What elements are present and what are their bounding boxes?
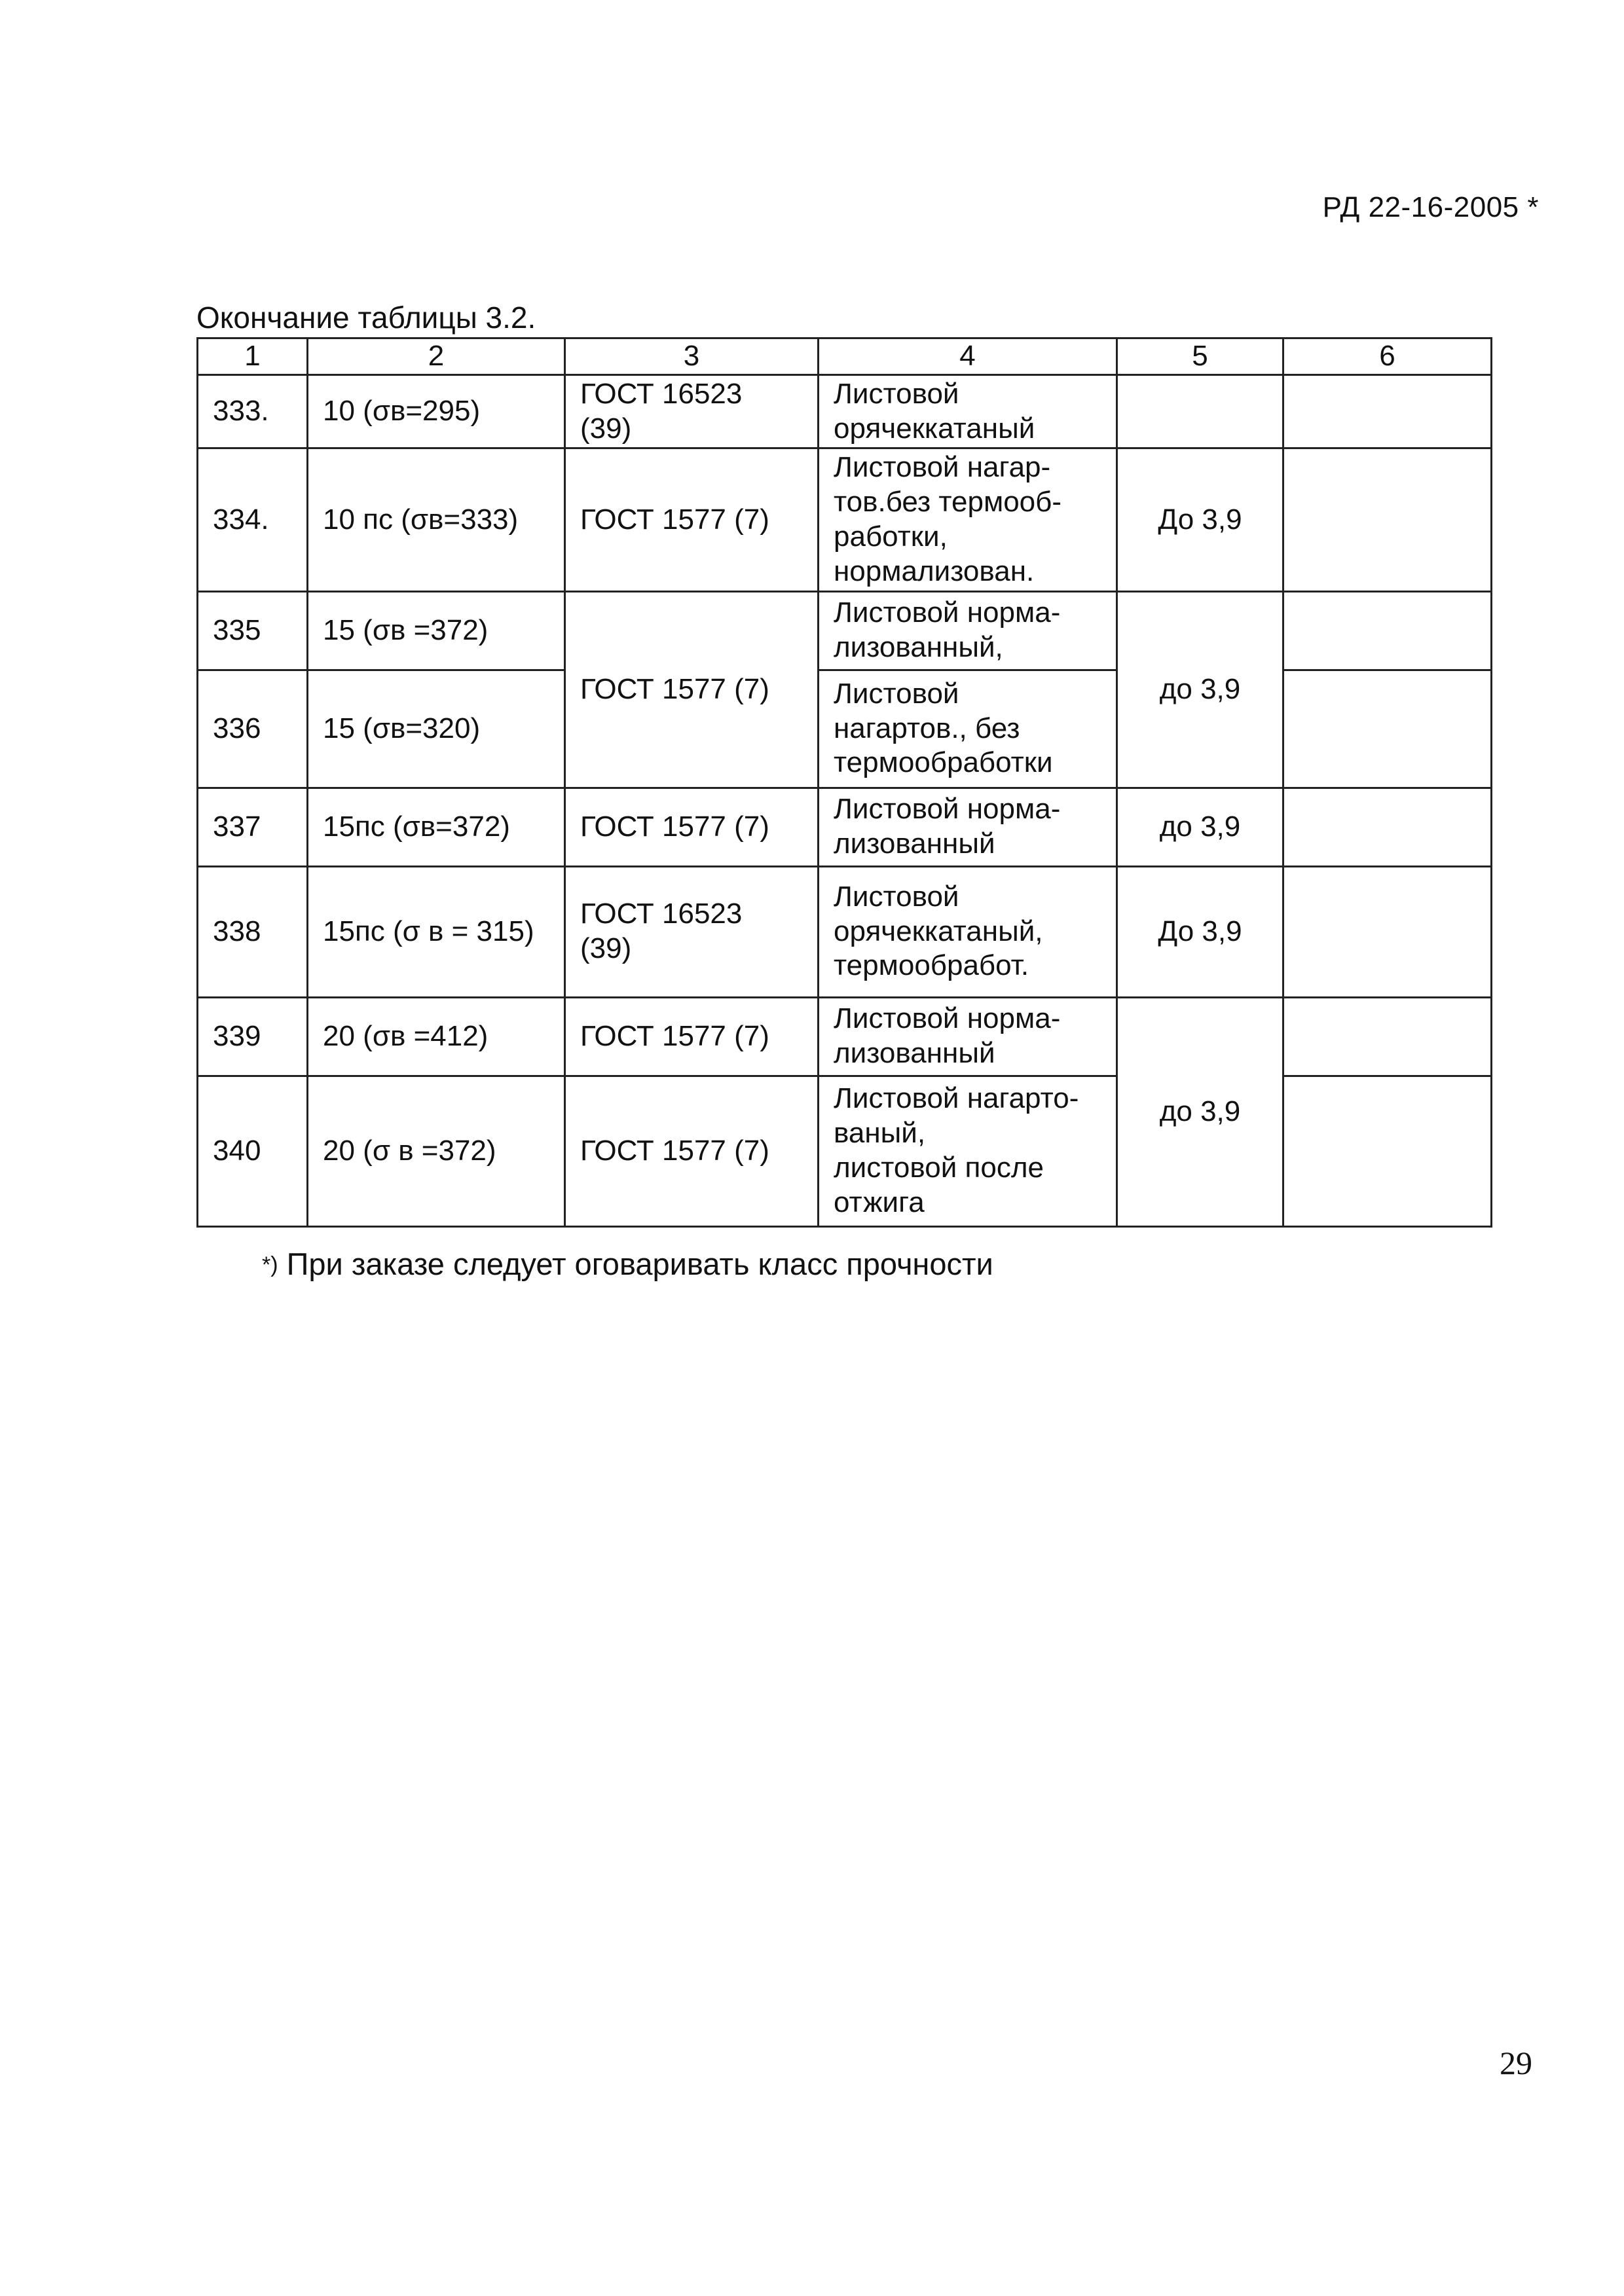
product-type-cell: Листовой нагарто- ваный, листовой после отжига xyxy=(819,1076,1117,1226)
footnote-text: При заказе следует оговаривать класс прочности xyxy=(286,1247,993,1281)
footnote-mark: *) xyxy=(262,1252,278,1277)
table-caption: Окончание таблицы 3.2. xyxy=(196,301,536,335)
page-number: 29 xyxy=(1500,2045,1532,2081)
product-type-cell: Листовой нагартов., без термообработки xyxy=(819,670,1117,788)
table-header-row xyxy=(198,338,1492,375)
table-row xyxy=(198,448,1492,591)
table-row xyxy=(198,670,1492,788)
column-header: 1 xyxy=(198,338,308,375)
size-cell xyxy=(1117,374,1283,448)
note-cell xyxy=(1283,866,1492,997)
standard-cell: ГОСТ 1577 (7) xyxy=(565,448,819,591)
steel-grade-cell: 15пс (σ в = 315) xyxy=(308,866,565,997)
row-number-cell: 334. xyxy=(198,448,308,591)
standard-cell: ГОСТ 1577 (7) xyxy=(565,591,819,788)
size-cell: до 3,9 xyxy=(1117,788,1283,866)
row-number-cell: 335 xyxy=(198,591,308,670)
size-cell: До 3,9 xyxy=(1117,866,1283,997)
standard-cell: ГОСТ 1577 (7) xyxy=(565,1076,819,1226)
steel-grades-table xyxy=(196,337,1492,1228)
note-cell xyxy=(1283,788,1492,866)
product-type-cell: Листовой норма- лизованный, xyxy=(819,591,1117,670)
steel-grade-cell: 20 (σв =412) xyxy=(308,997,565,1076)
product-type-cell: Листовой нагар- тов.без термооб- работки, нормализован. xyxy=(819,448,1117,591)
standard-cell: ГОСТ 16523 (39) xyxy=(565,866,819,997)
steel-grade-cell: 20 (σ в =372) xyxy=(308,1076,565,1226)
product-type-cell: Листовой орячеккатаный xyxy=(819,374,1117,448)
table-row xyxy=(198,997,1492,1076)
row-number-cell: 339 xyxy=(198,997,308,1076)
footnote xyxy=(262,1246,993,1282)
size-cell: до 3,9 xyxy=(1117,997,1283,1226)
row-number-cell: 337 xyxy=(198,788,308,866)
note-cell xyxy=(1283,591,1492,670)
steel-grade-cell: 10 (σв=295) xyxy=(308,374,565,448)
steel-grade-cell: 15пс (σв=372) xyxy=(308,788,565,866)
row-number-cell: 340 xyxy=(198,1076,308,1226)
steel-grade-cell: 10 пс (σв=333) xyxy=(308,448,565,591)
steel-grade-cell: 15 (σв =372) xyxy=(308,591,565,670)
standard-cell: ГОСТ 1577 (7) xyxy=(565,788,819,866)
table-row xyxy=(198,866,1492,997)
table-row xyxy=(198,788,1492,866)
column-header: 6 xyxy=(1283,338,1492,375)
row-number-cell: 333. xyxy=(198,374,308,448)
column-header: 3 xyxy=(565,338,819,375)
steel-grade-cell: 15 (σв=320) xyxy=(308,670,565,788)
note-cell xyxy=(1283,997,1492,1076)
standard-cell: ГОСТ 1577 (7) xyxy=(565,997,819,1076)
table-row xyxy=(198,374,1492,448)
row-number-cell: 338 xyxy=(198,866,308,997)
note-cell xyxy=(1283,448,1492,591)
column-header: 4 xyxy=(819,338,1117,375)
note-cell xyxy=(1283,670,1492,788)
note-cell xyxy=(1283,374,1492,448)
product-type-cell: Листовой норма- лизованный xyxy=(819,997,1117,1076)
table-row xyxy=(198,1076,1492,1226)
document-code: РД 22-16-2005 * xyxy=(1322,191,1539,223)
size-cell: До 3,9 xyxy=(1117,448,1283,591)
standard-cell: ГОСТ 16523 (39) xyxy=(565,374,819,448)
product-type-cell: Листовой орячеккатаный, термообработ. xyxy=(819,866,1117,997)
column-header: 2 xyxy=(308,338,565,375)
note-cell xyxy=(1283,1076,1492,1226)
row-number-cell: 336 xyxy=(198,670,308,788)
size-cell: до 3,9 xyxy=(1117,591,1283,788)
column-header: 5 xyxy=(1117,338,1283,375)
product-type-cell: Листовой норма- лизованный xyxy=(819,788,1117,866)
table-row xyxy=(198,591,1492,670)
